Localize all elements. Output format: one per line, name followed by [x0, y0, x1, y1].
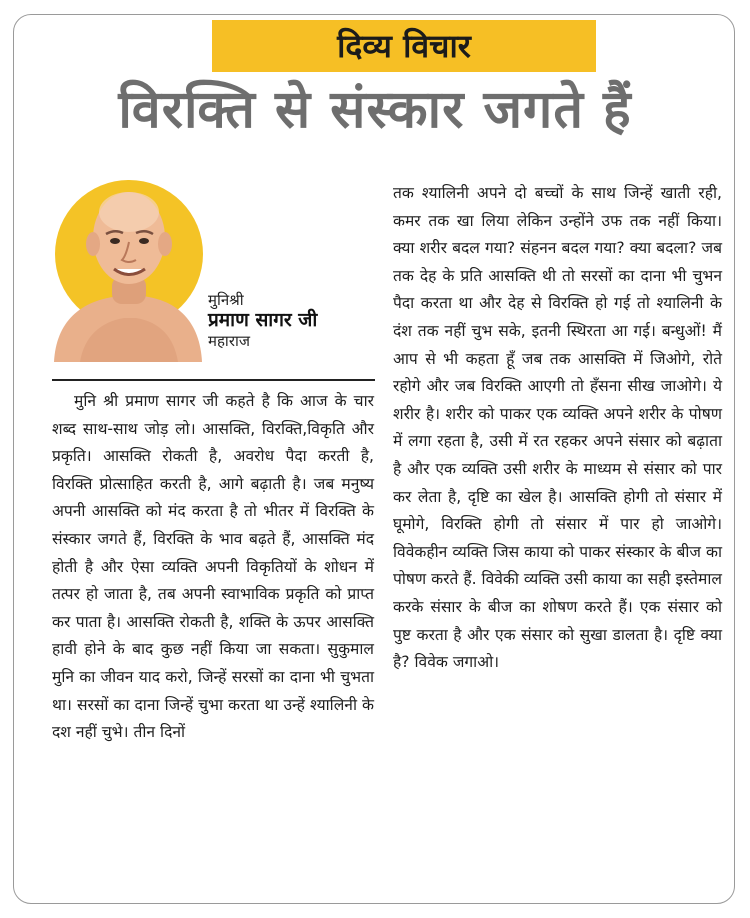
author-name: प्रमाण सागर जी — [208, 309, 318, 331]
section-kicker — [212, 20, 596, 72]
article-body-right-column: तक श्यालिनी अपने दो बच्चों के साथ जिन्हें खाती रही, कमर तक खा लिया लेकिन उन्होंने उफ तक नहीं किया। क्या शरीर बदल गया? संहनन बदल गया? क्या बदला? जब तक देह के प्रति आसक्ति थी तो सरसों का दाना भी चुभन पैदा करता था और देह से विरक्ति हो गई तो श्यालिनी के दंश तक नहीं चुभ सके, इतनी स्थिरता आ गई। बन्धुओं! मैं आप से भी कहता हूँ जब तक आसक्ति में जिओगे, रोते रहोगे और जब विरक्ति आएगी तो हँसना सीख जाओगे। ये शरीर है। शरीर को पाकर एक व्यक्ति अपने शरीर के पोषण में लगा रहता है, उसी में रत रहकर अपने संसार को बढ़ाता है और एक व्यक्ति उसी शरीर के माध्यम से संसार को पार कर लेता है, दृष्टि का खेल है। आसक्ति होगी तो संसार में घूमोगे, विरक्ति होगी तो संसार में पार हो जाओगे। विवेकहीन व्यक्ति जिस काया को पाकर संस्कार के बीज का पोषण करते हैं. विवेकी व्यक्ति उसी काया का सही इस्तेमाल करके संसार के बीज का शोषण करते हैं। एक संसार को पुष्ट करता है और एक संसार को सुखा डालता है। दृष्टि क्या है? विवेक जगाओ। — [393, 184, 722, 672]
article-headline: विरक्ति से संस्कार जगते हैं — [118, 80, 632, 140]
kicker-text: दिव्य विचार — [337, 27, 471, 65]
author-byline — [208, 291, 317, 350]
author-suffix: महाराज — [208, 331, 250, 350]
column-divider-rule — [52, 379, 375, 381]
article-body-left-column: मुनि श्री प्रमाण सागर जी कहते है कि आज के चार शब्द साथ-साथ जोड़ लो। आसक्ति, विरक्ति,विकृति और प्रकृति। आसक्ति रोकती है, अवरोध पैदा करती है, विरक्ति प्रोत्साहित करती है, आगे बढ़ाती है। जब मनुष्य अपनी आसक्ति को मंद करता है तो भीतर में विरक्ति के संस्कार जगते हैं, विरक्ति के भाव बढ़ते हैं, आसक्ति मंद होती है और ऐसा व्यक्ति अपनी विकृतियों के शोधन में तत्पर हो जाता है, तब अपनी स्वाभाविक प्रकृति को प्राप्त कर पाता है। आसक्ति रोकती है, शक्ति के ऊपर आसक्ति हावी होने के बाद कुछ नहीं किया जा सकता। सुकुमाल मुनि का जीवन याद करो, जिन्हें सरसों का दाना भी चुभता था। सरसों का दाना जिन्हें चुभा करता था उन्हें श्यालिनी के दश नहीं चुभे। तीन दिनों — [52, 392, 374, 742]
author-portrait — [50, 172, 205, 362]
author-photo-icon — [50, 172, 205, 362]
author-title: मुनिश्री — [208, 291, 244, 309]
